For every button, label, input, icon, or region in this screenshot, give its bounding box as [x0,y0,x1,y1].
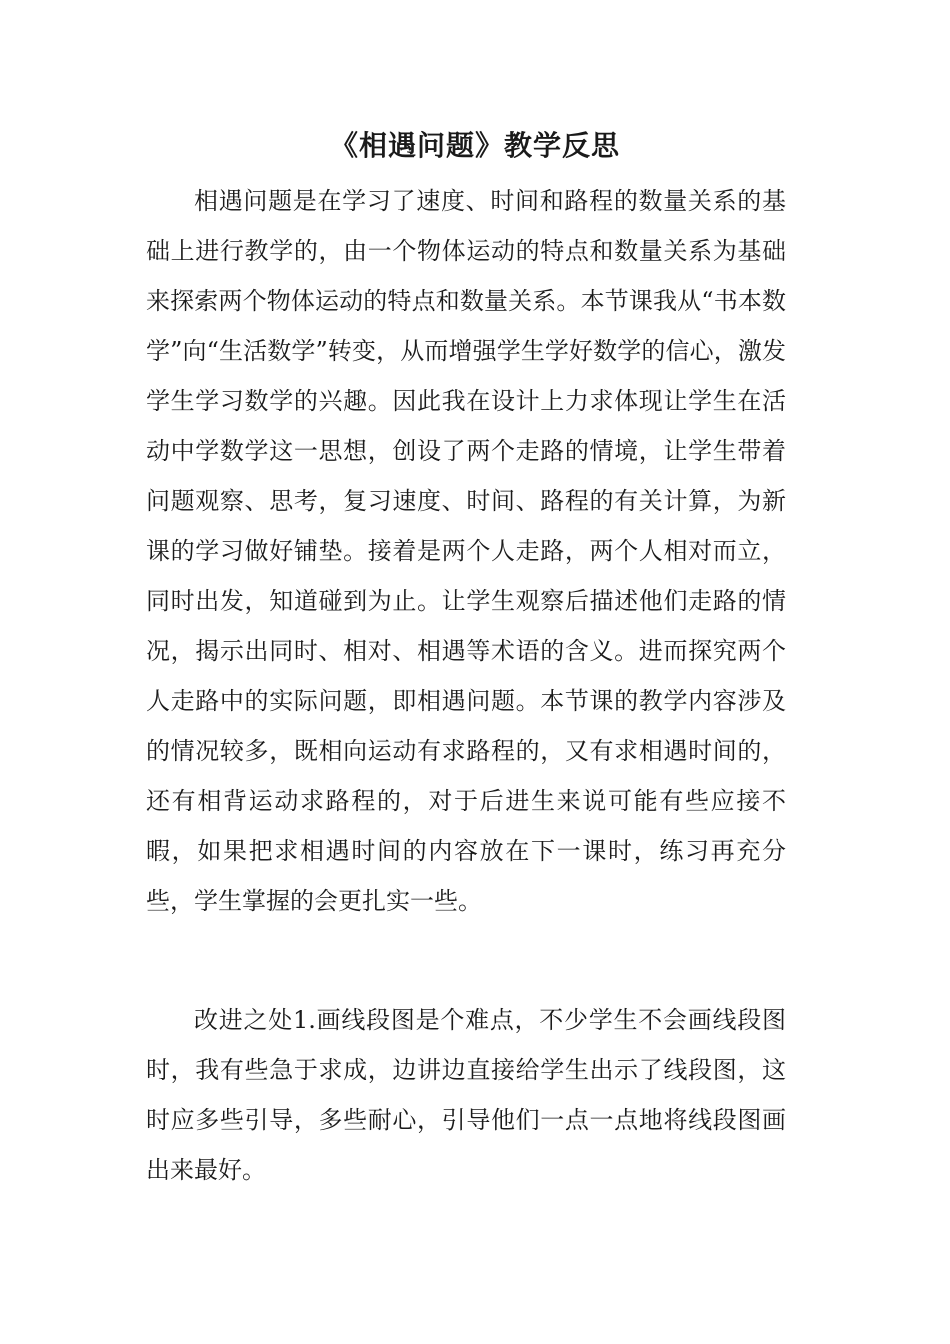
paragraph-reflection: 相遇问题是在学习了速度、时间和路程的数量关系的基础上进行教学的，由一个物体运动的特点和数量关系为基础来探索两个物体运动的特点和数量关系。本节课我从“书本数学”向“生活数学”转变，从而增强学生学好数学的信心，激发学生学习数学的兴趣。因此我在设计上力求体现让学生在活动中学数学这一思想，创设了两个走路的情境，让学生带着问题观察、思考，复习速度、时间、路程的有关计算，为新课的学习做好铺垫。接着是两个人走路，两个人相对而立，同时出发，知道碰到为止。让学生观察后描述他们走路的情况，揭示出同时、相对、相遇等术语的含义。进而探究两个人走路中的实际问题，即相遇问题。本节课的教学内容涉及的情况较多，既相向运动有求路程的，又有求相遇时间的，还有相背运动求路程的，对于后进生来说可能有些应接不暇，如果把求相遇时间的内容放在下一课时，练习再充分些，学生掌握的会更扎实一些。 [146,187,786,915]
document-title: 《相遇问题》教学反思 [329,129,620,162]
paragraph-improvement: 改进之处1.画线段图是个难点，不少学生不会画线段图时，我有些急于求成，边讲边直接给学生出示了线段图，这时应多些引导，多些耐心，引导他们一点一点地将线段图画出来最好。 [146,1006,786,1184]
